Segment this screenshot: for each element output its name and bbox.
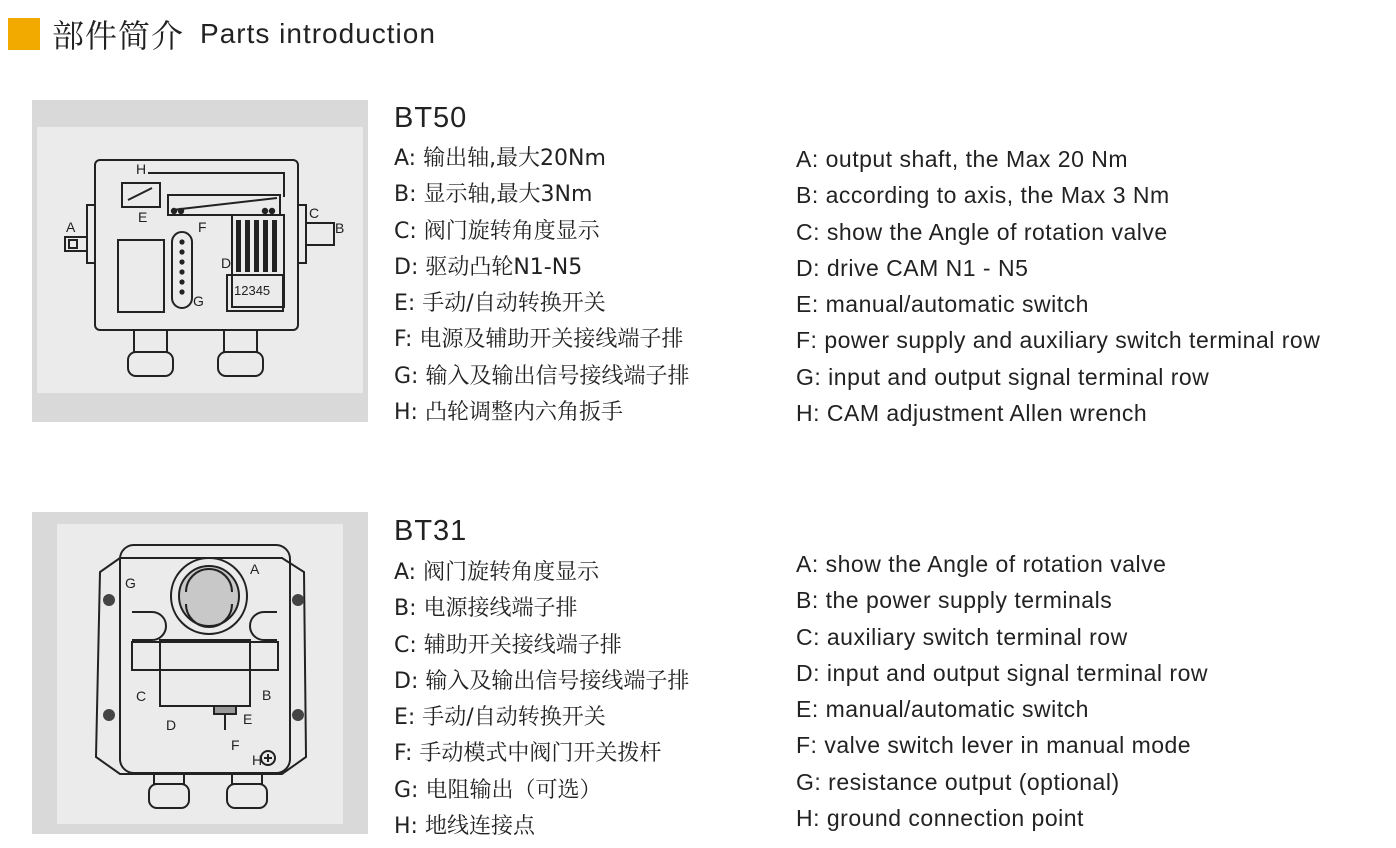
- list-item: A: 输出轴,最大20Nm: [394, 146, 606, 171]
- list-item: G: 电阻输出（可选）: [394, 777, 602, 803]
- bt31-label-e: E: [243, 711, 253, 727]
- list-item: G: 输入及输出信号接线端子排: [394, 363, 690, 389]
- bt31-model-title: BT31: [394, 515, 468, 547]
- list-item: F: power supply and auxiliary switch terminal row: [796, 327, 1321, 354]
- bt31-label-c: C: [136, 688, 147, 704]
- header-title-en: Parts introduction: [200, 18, 436, 49]
- bt50-model-title: BT50: [394, 102, 468, 134]
- bt31-label-a: A: [250, 561, 260, 577]
- list-item: B: according to axis, the Max 3 Nm: [796, 182, 1170, 209]
- list-item: G: resistance output (optional): [796, 768, 1120, 795]
- bt50-inner-bg: [37, 127, 363, 393]
- list-item: H: CAM adjustment Allen wrench: [796, 400, 1148, 427]
- bt31-mount-hole: [103, 709, 115, 721]
- list-item: B: 显示轴,最大3Nm: [394, 182, 593, 208]
- header-title-cn: 部件简介: [52, 17, 185, 55]
- list-item: B: the power supply terminals: [796, 587, 1113, 614]
- bt50-label-e: E: [138, 209, 148, 225]
- bt31-label-h: H: [252, 752, 263, 768]
- bt31-list-cn: [394, 555, 689, 845]
- bt31-label-d: D: [166, 717, 177, 733]
- list-item: A: 阀门旋转角度显示: [394, 560, 600, 585]
- bt31-label-b: B: [262, 687, 272, 703]
- list-item: H: 地线连接点: [394, 814, 535, 840]
- bt50-label-h: H: [136, 161, 147, 177]
- bt31-mount-hole: [103, 594, 115, 606]
- list-item: C: 辅助开关接线端子排: [394, 632, 622, 658]
- bt50-label-b: B: [335, 220, 345, 236]
- bt31-drawing: [32, 512, 368, 834]
- list-item: A: show the Angle of rotation valve: [796, 551, 1167, 577]
- bt31-list-en: [796, 546, 1208, 836]
- bt31-label-g: G: [125, 575, 136, 591]
- bt50-label-a: A: [66, 219, 76, 235]
- list-item: G: input and output signal terminal row: [796, 363, 1210, 390]
- bt31-label-f: F: [231, 737, 240, 753]
- bt50-drawing: [32, 100, 368, 422]
- list-item: E: manual/automatic switch: [796, 291, 1089, 318]
- bt31-mount-hole: [292, 709, 304, 721]
- list-item: C: show the Angle of rotation valve: [796, 218, 1168, 245]
- bt50-label-f: F: [198, 219, 207, 235]
- list-item: A: output shaft, the Max 20 Nm: [796, 146, 1129, 172]
- list-item: D: input and output signal terminal row: [796, 659, 1208, 686]
- list-item: F: 电源及辅助开关接线端子排: [394, 327, 684, 353]
- list-item: D: drive CAM N1 - N5: [796, 254, 1029, 281]
- bt31-diagram: [32, 512, 368, 834]
- list-item: F: 手动模式中阀门开关拨杆: [394, 741, 662, 767]
- bt50-cam-code: 12345: [234, 283, 271, 298]
- list-item: C: 阀门旋转角度显示: [394, 218, 600, 244]
- list-item: H: ground connection point: [796, 805, 1084, 832]
- bt50-label-d: D: [221, 255, 232, 271]
- bt50-list-cn: [394, 141, 689, 431]
- bt31-mount-hole: [292, 594, 304, 606]
- section-header: [8, 14, 436, 54]
- header-accent-square: [8, 18, 40, 50]
- list-item: F: valve switch lever in manual mode: [796, 732, 1192, 759]
- list-item: D: 驱动凸轮N1-N5: [394, 254, 583, 280]
- bt50-label-g: G: [193, 293, 204, 309]
- list-item: E: manual/automatic switch: [796, 696, 1089, 723]
- bt50-list-en: [796, 141, 1320, 431]
- list-item: C: auxiliary switch terminal row: [796, 623, 1128, 650]
- list-item: E: 手动/自动转换开关: [394, 291, 606, 317]
- list-item: B: 电源接线端子排: [394, 596, 578, 622]
- bt50-diagram: [32, 100, 368, 422]
- list-item: H: 凸轮调整内六角扳手: [394, 400, 623, 426]
- bt50-label-c: C: [309, 205, 320, 221]
- list-item: D: 输入及输出信号接线端子排: [394, 668, 690, 694]
- list-item: E: 手动/自动转换开关: [394, 705, 606, 731]
- bt31-manual-switch: [214, 706, 236, 714]
